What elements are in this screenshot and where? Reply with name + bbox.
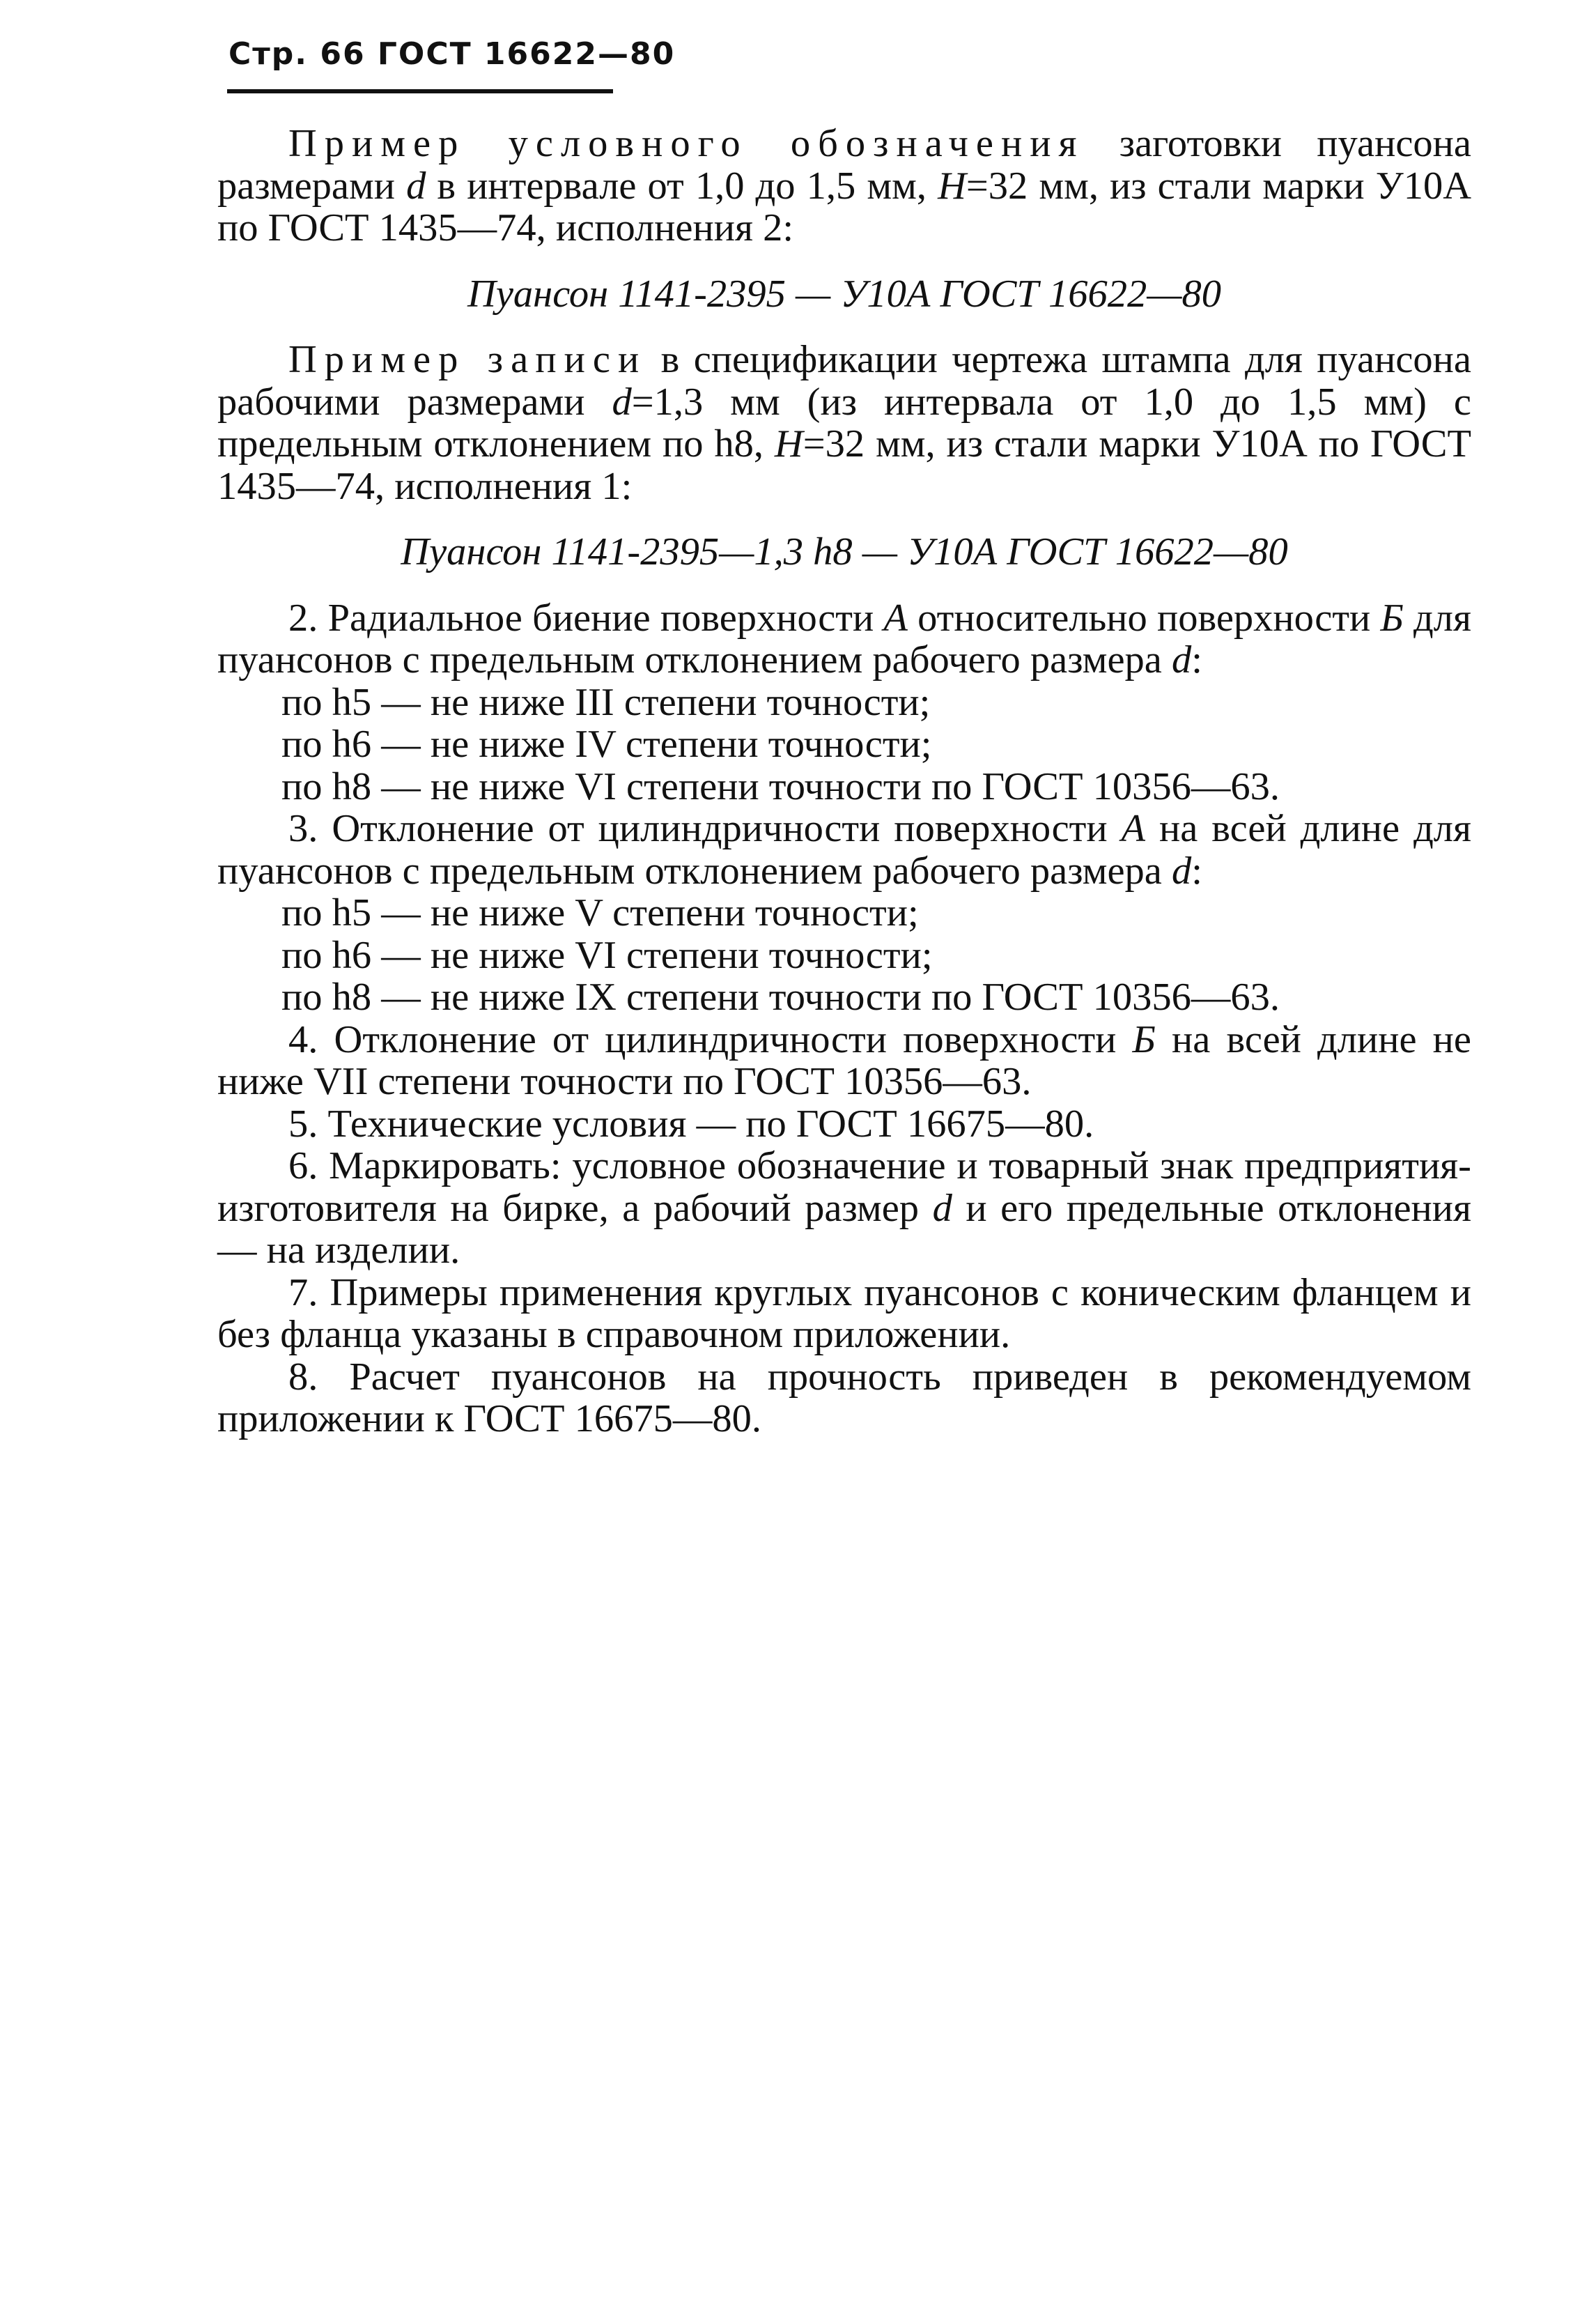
item-6 [217,1145,1471,1272]
surface-b: Б [1132,1017,1156,1061]
example-text-3: =32 мм, из стали марки У10А по ГОСТ 1435—74, исполнения 2: [217,164,1472,249]
item-4-text-2: на всей длине не ниже VII степени точности по ГОСТ 10356—63. [217,1017,1471,1103]
item-4-text: 4. Отклонение от цилиндричности поверхности [288,1017,1133,1061]
item-3-text-3: : [1191,849,1202,893]
example-designation-paragraph [217,123,1471,249]
symbol-h: H [774,422,803,465]
item-3-sub-1: по h5 — не ниже V степени точности; [281,891,919,934]
example-text-2: =1,3 мм (из интервала от 1,0 до 1,5 мм) с предельным отклонением по h8, [217,380,1472,465]
surface-a: А [883,596,908,640]
item-2-sub-2: по h6 — не ниже IV степени точности; [281,723,932,766]
item-3 [217,808,1471,892]
symbol-h: H [938,164,966,208]
page-header: Стр. 66 ГОСТ 16622—80 [228,36,676,72]
surface-b: Б [1380,596,1404,640]
symbol-d: d [932,1186,952,1230]
item-2-sub-1: по h5 — не ниже III степени точности; [281,680,931,724]
surface-a: А [1121,807,1146,850]
designation-example-1: Пуансон 1141-2395 — У10А ГОСТ 16622—80 [467,272,1221,316]
item-3-text-2: на всей длине для пуансонов с предельным отклонением рабочего размера [217,807,1471,893]
item-3-text: 3. Отклонение от цилиндричности поверхности [288,807,1122,850]
header-rule [227,89,613,93]
example-text-2: в интервале от 1,0 до 1,5 мм, [426,164,938,208]
item-5: 5. Технические условия — по ГОСТ 16675—80. [288,1102,1094,1146]
example-text: заготовки пуансона размерами [217,122,1471,208]
item-2-text-3: для пуансонов с предельным отклонением рабочего размера [217,596,1471,682]
example-spec-paragraph [217,339,1471,507]
item-3-sub-2: по h6 — не ниже VI степени точности; [281,933,933,977]
item-2-text-2: относительно поверхности [907,596,1381,640]
symbol-d: d [612,380,632,424]
designation-example-2: Пуансон 1141-2395—1,3 h8 — У10А ГОСТ 16622—80 [401,530,1288,574]
example-lead: Пример записи [288,338,647,381]
symbol-d: d [1172,638,1192,682]
example-text: в спецификации чертежа штампа для пуансона рабочими размерами [217,338,1471,424]
example-lead: Пример условного обозначения [288,122,1085,165]
item-7: 7. Примеры применения круглых пуансонов с коническим фланцем и без фланца указаны в справочном приложении. [217,1270,1471,1356]
item-3-sub-3: по h8 — не ниже IX степени точности по ГОСТ 10356—63. [281,976,1280,1019]
item-2 [217,597,1471,682]
symbol-d: d [406,164,426,208]
document-body [217,123,1471,1440]
item-8: 8. Расчет пуансонов на прочность приведен в рекомендуемом приложении к ГОСТ 16675—80. [217,1355,1471,1440]
item-2-text: 2. Радиальное биение поверхности [288,596,884,640]
symbol-d: d [1172,849,1192,893]
item-4 [217,1019,1471,1103]
item-2-text-4: : [1191,638,1202,682]
example-text-3: =32 мм, из стали марки У10А по ГОСТ 1435—74, исполнения 1: [217,422,1471,508]
item-6-text-2: и его предельные отклонения — на изделии. [217,1186,1471,1272]
item-6-text: 6. Маркировать: условное обозначение и товарный знак предприятия-изготовителя на бирке, а рабочий размер [217,1144,1471,1230]
item-2-sub-3: по h8 — не ниже VI степени точности по ГОСТ 10356—63. [281,764,1280,808]
